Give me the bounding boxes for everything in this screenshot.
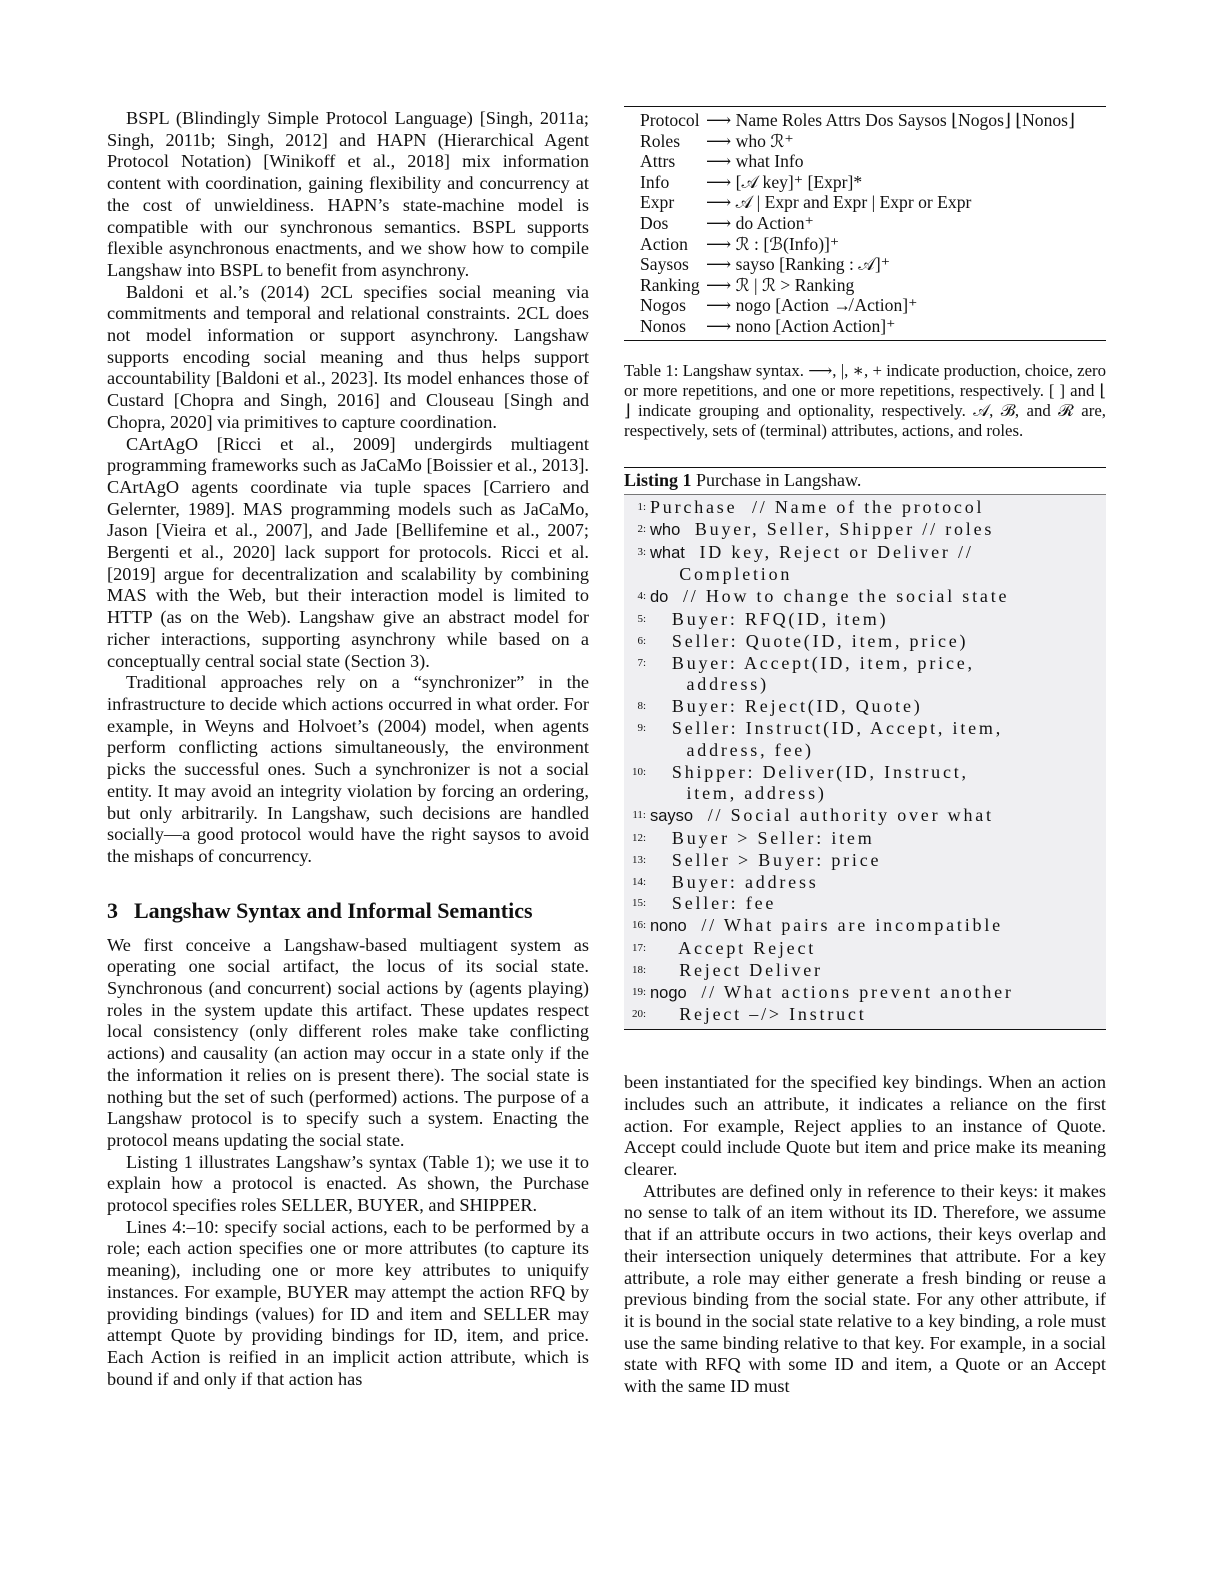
line-number: 7: <box>637 656 646 669</box>
code-line <box>624 938 1106 960</box>
syntax-nonterminal: Expr <box>640 192 675 213</box>
code-keyword: who <box>650 520 681 539</box>
line-number <box>624 740 646 762</box>
line-number: 10: <box>631 765 646 778</box>
code-line <box>624 1004 1106 1026</box>
code-text: Seller: Instruct(ID, Accept, item, <box>650 718 1004 739</box>
line-number: 1: <box>637 501 646 514</box>
syntax-table <box>624 106 1106 341</box>
syntax-production: ⟶ [𝒜 key]⁺ [Expr]* <box>706 171 863 192</box>
code-text: what ID key, Reject or Deliver // <box>650 541 974 562</box>
code-line <box>624 564 1106 586</box>
section-number: 3 <box>107 897 118 923</box>
right-body-text <box>624 1072 1106 1398</box>
code-line <box>624 740 1106 762</box>
listing-header <box>624 467 1106 495</box>
paragraph-listing-intro: Listing 1 illustrates Langshaw’s syntax (Table 1); we use it to explain how a protocol is enacted. As shown, the Purchase protocol specifies roles SELLER, BUYER, and SHIPPER. <box>107 1151 589 1216</box>
code-line <box>624 609 1106 631</box>
code-line <box>624 960 1106 982</box>
listing-label: Listing 1 <box>624 470 692 491</box>
line-number: 4: <box>637 590 646 603</box>
paragraph-attributes: Attributes are defined only in reference to their keys: it makes no sense to talk of an item without its ID. Therefore, we assume that if an attribute occurs in two actions, their keys overlap and their intersection uniquely determines that attribute. For a key attribute, a role may either generate a fresh binding or reuse a previous binding from the social state. For any other attribute, if it is bound in the social state relative to a key binding, a role must use the same binding relative to that key. For example, in a social state with RFQ with some ID and item, a Quote or an Accept with the same ID must <box>624 1180 1106 1397</box>
line-number: 3: <box>637 545 646 558</box>
code-text: Shipper: Deliver(ID, Instruct, <box>650 761 969 782</box>
paragraph-social-artifact: We first conceive a Langshaw-based multiagent system as operating one social artifact, the locus of its social state. Synchronous (and concurrent) social actions by (agents playing) roles in the system update this artifact. These updates respect local consistency (only different roles make take conflicting actions) and causality (an action may occur in a state only if the the information it relies on is present there). The social state is nothing but the set of such (performed) actions. The purpose of a Langshaw protocol is to specify such a system. Enacting the protocol means updating the social state. <box>107 934 589 1150</box>
code-text: Buyer: Accept(ID, item, price, <box>650 652 975 673</box>
syntax-row <box>640 213 1106 234</box>
syntax-production: ⟶ nogo [Action ↛ Action]⁺ <box>706 295 918 316</box>
line-number <box>624 783 646 805</box>
syntax-row <box>640 316 1106 337</box>
code-block <box>624 495 1106 1030</box>
code-text: sayso // Social authority over what <box>650 805 994 826</box>
syntax-row <box>640 275 1106 296</box>
paragraph-social-actions: Lines 4:–10: specify social actions, each to be performed by a role; each action specifies one or more attributes (to capture its meaning), including one or more key attributes to uniquify instances. For example, BUYER may attempt the action RFQ by providing bindings (values) for ID and item and SELLER may attempt Quote by providing bindings for ID, item, and price. Each Action is reified in an implicit action attribute, which is bound if and only if that action has <box>107 1216 589 1389</box>
line-number <box>624 564 646 586</box>
code-keyword: nogo <box>650 983 687 1002</box>
code-text: Completion <box>650 564 793 585</box>
syntax-production: ⟶ nono [Action Action]⁺ <box>706 315 896 336</box>
code-text: nogo // What actions prevent another <box>650 981 1014 1002</box>
code-text: Buyer: Reject(ID, Quote) <box>650 696 923 717</box>
syntax-production: ⟶ Name Roles Attrs Dos Saysos ⌊Nogos⌋ ⌊Nonos⌋ <box>706 110 1075 130</box>
syntax-nonterminal: Roles <box>640 130 681 151</box>
syntax-nonterminal: Nogos <box>640 295 686 316</box>
code-keyword: sayso <box>650 807 694 826</box>
code-line <box>624 519 1106 542</box>
code-text: Buyer > Seller: item <box>650 828 875 848</box>
syntax-production: ⟶ ℛ : [ℬ(Info)]⁺ <box>706 233 840 254</box>
line-number: 12: <box>631 832 646 844</box>
line-number: 20: <box>631 1008 646 1021</box>
syntax-row <box>640 254 1106 275</box>
code-text: Seller > Buyer: price <box>650 849 882 870</box>
line-number: 11: <box>632 809 646 822</box>
syntax-nonterminal: Action <box>640 233 688 254</box>
syntax-production: ⟶ do Action⁺ <box>706 212 814 233</box>
line-number: 15: <box>631 897 646 910</box>
syntax-row <box>640 131 1106 152</box>
section-title: Langshaw Syntax and Informal Semantics <box>134 897 533 923</box>
listing-title: Purchase in Langshaw. <box>696 470 862 491</box>
line-number <box>624 674 646 696</box>
code-line <box>624 872 1106 894</box>
line-number: 2: <box>637 522 646 535</box>
syntax-production: ⟶ sayso [Ranking : 𝒜]⁺ <box>706 254 891 275</box>
code-line <box>624 982 1106 1005</box>
code-keyword: do <box>650 588 669 607</box>
syntax-nonterminal: Info <box>640 171 670 192</box>
line-number: 8: <box>637 700 646 713</box>
code-text: address, fee) <box>650 739 814 760</box>
line-number: 9: <box>637 722 646 735</box>
code-line <box>624 893 1106 915</box>
syntax-production: ⟶ what Info <box>706 151 804 172</box>
code-line <box>624 828 1106 850</box>
code-text: Accept Reject <box>650 937 817 958</box>
line-number: 19: <box>631 985 646 998</box>
paragraph-bspl: BSPL (Blindingly Simple Protocol Language) [Singh, 2011a; Singh, 2011b; Singh, 2012] and HAPN (Hierarchical Agent Protocol Notation) [Winikoff et al., 2018] mix information content with coordination, gaining flexibility and concurrency at the cost of unwieldiness. HAPN’s state-machine model is compatible with our synchronous semantics. BSPL supports flexible asynchronous enactments, and we show how to compile Langshaw into BSPL to benefit from asynchrony. <box>107 108 589 280</box>
syntax-nonterminal: Saysos <box>640 254 689 275</box>
code-line <box>624 542 1106 565</box>
code-text: nono // What pairs are incompatible <box>650 915 1003 936</box>
paragraph-cartago: CArtAgO [Ricci et al., 2009] undergirds multiagent programming frameworks such as JaCaMo [Boissier et al., 2013]. CArtAgO agents coordinate via tuple spaces [Carriero and Gelernter, 1989]. MAS programming models such as JaCaMo, Jason [Vieira et al., 2007], and Jade [Bellifemine et al., 2007; Bergenti et al., 2020] lack support for protocols. Ricci et al. [2019] argue for decentralization and scalability by combining MAS with the Web, but their interaction model is limited to HTTP (as on the Web). Langshaw give an abstract model for richer interactions, supporting asynchrony while based on a conceptually central social state (Section 3). <box>107 433 589 671</box>
code-line <box>624 783 1106 805</box>
code-text: item, address) <box>650 783 827 804</box>
line-number: 5: <box>637 613 646 626</box>
paragraph-2cl: Baldoni et al.’s (2014) 2CL specifies social meaning via commitments and temporal and relational constraints. 2CL does not model information or support asynchrony. Langshaw supports encoding social meaning and thus helps support accountability [Baldoni et al., 2023]. Its model enhances those of Custard [Chopra and Singh, 2016] and Clouseau [Singh and Chopra, 2020] via primitives to capture coordination. <box>107 281 589 432</box>
code-line <box>624 696 1106 718</box>
syntax-row <box>640 234 1106 255</box>
code-line <box>624 497 1106 519</box>
line-number: 14: <box>631 875 646 888</box>
syntax-production: ⟶ ℛ | ℛ > Ranking <box>706 274 855 295</box>
code-line <box>624 915 1106 938</box>
syntax-row <box>640 295 1106 316</box>
code-text: do // How to change the social state <box>650 586 1010 607</box>
code-line <box>624 674 1106 696</box>
code-text: who Buyer, Seller, Shipper // roles <box>650 518 995 539</box>
code-line <box>624 805 1106 828</box>
syntax-row <box>640 151 1106 172</box>
line-number: 13: <box>631 853 646 866</box>
code-text: Seller: Quote(ID, item, price) <box>650 630 969 651</box>
syntax-nonterminal: Attrs <box>640 151 676 172</box>
syntax-production: ⟶ 𝒜 | Expr and Expr | Expr or Expr <box>706 192 972 213</box>
line-number: 6: <box>637 634 646 647</box>
code-keyword: nono <box>650 917 687 936</box>
code-text: Reject Deliver <box>650 959 823 980</box>
syntax-nonterminal: Ranking <box>640 274 700 295</box>
code-listing <box>624 467 1106 1030</box>
code-line <box>624 631 1106 653</box>
syntax-nonterminal: Protocol <box>640 110 700 130</box>
code-text: Buyer: RFQ(ID, item) <box>650 609 889 630</box>
right-column <box>624 106 1106 1398</box>
paragraph-key-bindings: been instantiated for the specified key bindings. When an action includes such an attribute, it indicates a reliance on the first action. For example, Reject applies to an instance of Quote. Accept could include Quote but item and price make its meaning clearer. <box>624 1072 1106 1179</box>
syntax-nonterminal: Nonos <box>640 315 686 336</box>
code-text: address) <box>650 674 769 695</box>
paragraph-synchronizer: Traditional approaches rely on a “synchronizer” in the infrastructure to decide which actions occurred in what order. For example, in Weyns and Holvoet’s (2004) model, when agents perform conflicting actions simultaneously, the environment picks the successful ones. Such a synchronizer is not a social entity. It may avoid an integrity violation by forcing an ordering, but only arbitrarily. In Langshaw, such decisions are handled socially—a good protocol would have the right saysos to avoid the mishaps of concurrency. <box>107 672 589 866</box>
left-column <box>107 108 589 1390</box>
section-heading <box>107 899 589 923</box>
code-line <box>624 762 1106 784</box>
code-line <box>624 718 1106 740</box>
line-number: 18: <box>631 963 646 976</box>
code-line <box>624 586 1106 609</box>
line-number: 17: <box>631 941 646 954</box>
code-text: Seller: fee <box>650 893 777 914</box>
syntax-nonterminal: Dos <box>640 212 669 233</box>
syntax-row <box>640 192 1106 213</box>
code-line <box>624 850 1106 872</box>
code-keyword: what <box>650 543 685 562</box>
syntax-row <box>640 172 1106 193</box>
syntax-production: ⟶ who ℛ⁺ <box>706 130 794 151</box>
code-line <box>624 653 1106 675</box>
code-text: Reject –/> Instruct <box>650 1004 867 1025</box>
code-text: Buyer: address <box>650 871 819 892</box>
table-caption: Table 1: Langshaw syntax. ⟶, |, ∗, + indicate production, choice, zero or more repetitions, and one or more repetitions, respectively. [ ] and ⌊ ⌋ indicate grouping and optionality, respectively. 𝒜, ℬ, and ℛ are, respectively, sets of (terminal) attributes, actions, and roles. <box>624 360 1106 441</box>
syntax-row <box>640 110 1106 131</box>
line-number: 16: <box>631 919 646 932</box>
code-text: Purchase // Name of the protocol <box>650 497 985 518</box>
